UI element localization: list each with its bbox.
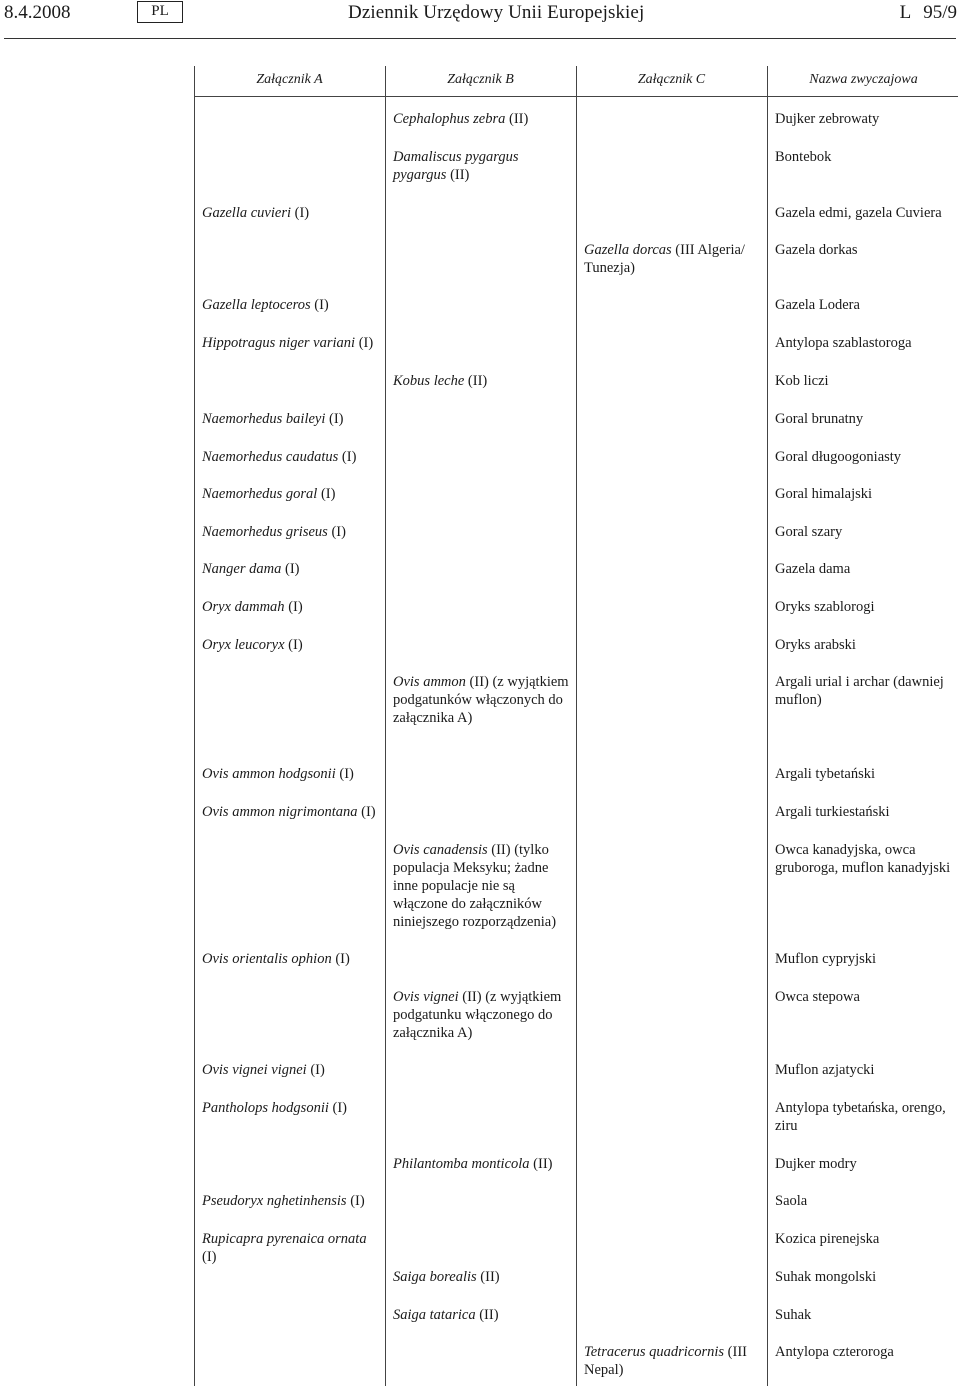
common-name: Argali urial i archar (dawniej muflon) — [775, 674, 944, 708]
common-name: Bontebok — [775, 149, 832, 165]
species-name: Saiga tatarica — [393, 1307, 476, 1323]
species-name: Philantomba monticola — [393, 1156, 530, 1172]
appendix-note: (I) — [335, 951, 350, 967]
appendix-note: (III Algeria/ Tunezja) — [584, 242, 745, 276]
appendix-note: (I) — [294, 205, 310, 221]
species-name: Pantholops hodgsonii — [202, 1100, 329, 1116]
annex-a-entry — [202, 523, 382, 541]
species-name: Ovis vignei vignei — [202, 1062, 307, 1078]
annex-a-entry — [202, 636, 382, 654]
common-name: Muflon cypryjski — [775, 951, 877, 967]
species-name: Ovis ammon nigrimontana — [202, 804, 358, 820]
annex-a-entry — [202, 410, 382, 428]
column-header-b: Załącznik B — [447, 72, 514, 87]
language-badge: PL — [137, 1, 183, 23]
common-name: Gazela Lodera — [775, 297, 860, 313]
annex-a-entry — [202, 1061, 382, 1079]
annex-a-entry — [202, 598, 382, 616]
appendix-note: (I) — [341, 449, 357, 465]
common-name: Goral szary — [775, 524, 843, 540]
annex-c-entry — [584, 241, 764, 277]
column-header-a: Załącznik A — [256, 72, 323, 87]
appendix-note: (II) — [509, 111, 529, 127]
annex-a-entry — [202, 296, 382, 314]
common-name: Oryks szablorogi — [775, 599, 875, 615]
appendix-note: (II) — [467, 373, 488, 389]
common-name: Gazela edmi, gazela Cuviera — [775, 205, 942, 221]
appendix-note: (II) (z wyjątkiem podgatunku włączonego do załącznika A) — [393, 989, 562, 1041]
annex-a-entry — [202, 950, 382, 968]
species-name: Gazella leptoceros — [202, 297, 311, 313]
appendix-note: (I) — [339, 766, 354, 782]
species-name: Ovis ammon — [393, 674, 466, 690]
species-name: Naemorhedus baileyi — [202, 411, 326, 427]
annex-c-entry — [584, 1343, 764, 1379]
column-divider-cd — [767, 66, 768, 1386]
appendix-note: (I) — [310, 1062, 325, 1078]
common-name: Suhak — [775, 1307, 812, 1323]
annex-b-entry — [393, 1155, 569, 1173]
page-header — [0, 0, 960, 30]
common-name: Dujker modry — [775, 1156, 857, 1172]
species-name: Oryx dammah — [202, 599, 285, 615]
header-rule — [4, 38, 956, 39]
common-name: Antylopa tybetańska, orengo, ziru — [775, 1100, 946, 1134]
species-name: Tetracerus quadricornis — [584, 1344, 725, 1360]
species-name: Ovis vignei — [393, 989, 459, 1005]
common-name: Gazela dorkas — [775, 242, 858, 258]
species-name: Pseudoryx nghetinhensis — [202, 1193, 347, 1209]
common-name: Dujker zebrowaty — [775, 111, 880, 127]
appendix-note: (I) — [320, 486, 336, 502]
species-name: Damaliscus pygargus pygargus — [393, 149, 519, 183]
annex-b-entry — [393, 1306, 569, 1324]
appendix-note: (I) — [331, 524, 346, 540]
annex-a-entry — [202, 560, 382, 578]
annex-a-entry — [202, 334, 382, 352]
annex-a-entry — [202, 1192, 382, 1210]
common-name: Owca kanadyjska, owca gruboroga, muflon kanadyjski — [775, 842, 951, 876]
common-name: Saola — [775, 1193, 808, 1209]
annex-a-entry — [202, 204, 382, 222]
common-name: Argali tybetański — [775, 766, 876, 782]
common-name: Goral himalajski — [775, 486, 873, 502]
species-name: Oryx leucoryx — [202, 637, 285, 653]
column-divider-ab — [385, 66, 386, 1386]
annex-a-entry — [202, 485, 382, 503]
species-name: Naemorhedus griseus — [202, 524, 328, 540]
appendix-note: (II) — [479, 1307, 499, 1323]
common-name: Suhak mongolski — [775, 1269, 877, 1285]
column-divider-bc — [576, 66, 577, 1386]
species-name: Hippotragus niger variani — [202, 335, 356, 351]
annex-a-entry — [202, 765, 382, 783]
common-name: Argali turkiestański — [775, 804, 890, 820]
publication-date: 8.4.2008 — [4, 2, 71, 23]
column-header-d: Nazwa zwyczajowa — [809, 72, 918, 87]
species-name: Kobus leche — [393, 373, 465, 389]
appendix-note: (I) — [350, 1193, 365, 1209]
appendix-note: (I) — [288, 599, 303, 615]
annex-b-entry — [393, 372, 569, 390]
annex-a-entry — [202, 1230, 382, 1266]
common-name: Kozica pirenejska — [775, 1231, 880, 1247]
appendix-note: (I) — [361, 804, 376, 820]
appendix-note: (II) — [533, 1156, 553, 1172]
common-name: Goral długoogoniasty — [775, 449, 902, 465]
appendix-note: (I) — [202, 1249, 217, 1265]
species-name: Naemorhedus caudatus — [202, 449, 339, 465]
common-name: Owca stepowa — [775, 989, 860, 1005]
annex-b-entry — [393, 841, 569, 931]
species-name: Rupicapra pyrenaica ornata — [202, 1231, 367, 1247]
journal-title: Dziennik Urzędowy Unii Europejskiej — [348, 2, 645, 23]
common-name: Goral brunatny — [775, 411, 864, 427]
page-number: L 95/9 — [899, 2, 957, 23]
appendix-note: (I) — [358, 335, 374, 351]
species-name: Saiga borealis — [393, 1269, 477, 1285]
annex-b-entry — [393, 110, 569, 128]
appendix-note: (III Nepal) — [584, 1344, 747, 1378]
species-name: Nanger dama — [202, 561, 282, 577]
column-header-rule — [194, 96, 958, 97]
appendix-note: (II) (z wyjątkiem podgatunków włączonych do załącznika A) — [393, 674, 569, 726]
common-name: Antylopa szablastoroga — [775, 335, 912, 351]
column-header-c: Załącznik C — [637, 72, 706, 87]
annex-b-entry — [393, 148, 569, 184]
appendix-note: (I) — [332, 1100, 348, 1116]
annex-b-entry — [393, 673, 569, 727]
common-name: Kob liczi — [775, 373, 829, 389]
common-name: Oryks arabski — [775, 637, 856, 653]
species-name: Gazella cuvieri — [202, 205, 291, 221]
appendix-note: (II) (tylko populacja Meksyku; żadne inne populacje nie są włączone do załączników niniejszego rozporządzenia) — [393, 842, 557, 930]
annex-b-entry — [393, 1268, 569, 1286]
species-name: Cephalophus zebra — [393, 111, 506, 127]
table-border-left — [194, 66, 195, 1386]
annex-a-entry — [202, 803, 382, 821]
common-name: Antylopa czteroroga — [775, 1344, 894, 1360]
common-name: Gazela dama — [775, 561, 851, 577]
appendix-note: (I) — [284, 561, 300, 577]
species-name: Gazella dorcas — [584, 242, 672, 258]
species-name: Ovis ammon hodgsonii — [202, 766, 336, 782]
species-name: Ovis orientalis ophion — [202, 951, 332, 967]
common-name: Muflon azjatycki — [775, 1062, 875, 1078]
annex-b-entry — [393, 988, 569, 1042]
species-name: Ovis canadensis — [393, 842, 488, 858]
appendix-note: (II) — [450, 167, 470, 183]
annex-a-entry — [202, 448, 382, 466]
annex-a-entry — [202, 1099, 382, 1117]
appendix-note: (I) — [314, 297, 329, 313]
appendix-note: (I) — [329, 411, 344, 427]
appendix-note: (II) — [480, 1269, 500, 1285]
species-name: Naemorhedus goral — [202, 486, 318, 502]
appendix-note: (I) — [288, 637, 303, 653]
